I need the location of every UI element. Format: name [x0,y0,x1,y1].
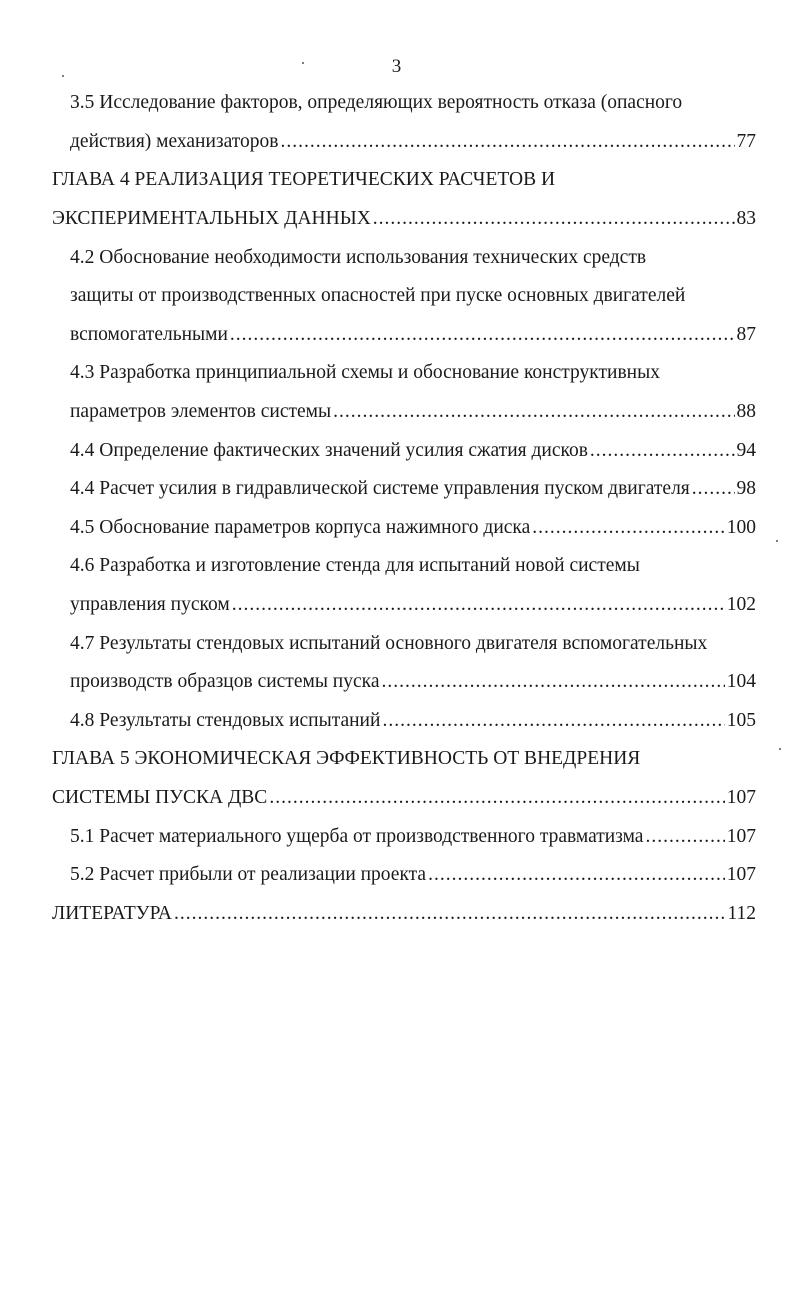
toc-entry[interactable] [52,509,756,548]
toc-entry-title: действия) механизаторов [70,130,279,152]
toc-entry-title: производств образцов системы пуска [70,671,380,693]
toc-entry-line: 3.5 Исследование факторов, определяющих вероятность отказа (опасного [70,92,683,114]
toc-page-number: 104 [726,671,756,693]
toc-entry[interactable] [52,470,756,509]
scan-speck [62,75,64,77]
dot-leader [174,903,725,925]
dot-leader [232,594,725,616]
dot-leader [269,787,724,809]
toc-entry[interactable] [52,123,756,162]
dot-leader [281,131,735,153]
toc-entry-title: 4.5 Обоснование параметров корпуса нажимного диска [70,516,531,538]
toc-entry-title: СИСТЕМЫ ПУСКА ДВС [52,786,268,808]
toc-entry[interactable] [52,663,756,702]
toc-entry[interactable] [52,200,756,239]
dot-leader [333,401,734,423]
dot-leader [373,208,735,230]
dot-leader [381,671,724,693]
toc-page-number: 83 [736,208,756,230]
page-number: 3 [391,56,402,77]
toc-entry[interactable] [52,431,756,470]
toc-entry[interactable] [52,316,756,355]
toc-entry-line: ГЛАВА 4 РЕАЛИЗАЦИЯ ТЕОРЕТИЧЕСКИХ РАСЧЕТОВ И [52,169,556,191]
toc-entry-line: 4.7 Результаты стендовых испытаний основного двигателя вспомогательных [70,632,708,654]
scan-speck [302,62,304,64]
scan-speck [779,748,781,750]
toc-page-number: 94 [736,439,756,461]
toc-entry[interactable] [52,702,756,741]
toc-page-number: 107 [726,786,756,808]
toc-page-number: 107 [726,825,756,847]
toc-page-number: 102 [726,594,756,616]
toc-entry-title: 5.2 Расчет прибыли от реализации проекта [70,864,427,886]
toc-page-number: 112 [727,902,756,924]
toc-page-number: 105 [726,709,756,731]
toc-entry-title: параметров элементов системы [70,401,332,423]
toc-entry[interactable] [52,894,756,933]
dot-leader [230,324,735,346]
toc-entry-line: 4.6 Разработка и изготовление стенда для испытаний новой системы [70,555,640,577]
toc-entry[interactable] [52,779,756,818]
dot-leader [645,826,724,848]
scan-speck [776,540,778,542]
toc-entry-line: 4.3 Разработка принципиальной схемы и обоснование конструктивных [70,362,660,384]
dot-leader [590,440,735,462]
toc-entry-line: ГЛАВА 5 ЭКОНОМИЧЕСКАЯ ЭФФЕКТИВНОСТЬ ОТ ВНЕДРЕНИЯ [52,748,641,770]
toc-entry-line: защиты от производственных опасностей при пуске основных двигателей [70,285,686,307]
toc-entry-line: 4.2 Обоснование необходимости использования технических средств [70,246,647,268]
toc-entry-title: ЭКСПЕРИМЕНТАЛЬНЫХ ДАННЫХ [52,208,371,230]
dot-leader [382,710,724,732]
toc-entry-title: 5.1 Расчет материального ущерба от производственного травматизма [70,825,644,847]
table-of-contents [52,84,756,933]
toc-page-number: 98 [736,478,756,500]
dot-leader [428,864,725,886]
toc-entry[interactable] [52,393,756,432]
toc-entry[interactable] [52,856,756,895]
toc-entry-title: 4.4 Расчет усилия в гидравлической системе управления пуском двигателя [70,478,690,500]
toc-page-number: 107 [726,864,756,886]
toc-page-number: 87 [736,323,756,345]
toc-page-number: 77 [736,130,756,152]
toc-entry-title: 4.8 Результаты стендовых испытаний [70,709,381,731]
toc-entry-title: ЛИТЕРАТУРА [52,902,172,924]
dot-leader [532,517,724,539]
toc-page-number: 88 [736,401,756,423]
toc-entry-title: 4.4 Определение фактических значений усилия сжатия дисков [70,439,588,461]
toc-entry-title: вспомогательными [70,323,228,345]
toc-entry-title: управления пуском [70,594,230,616]
toc-entry[interactable] [52,817,756,856]
dot-leader [692,478,735,500]
toc-entry[interactable] [52,586,756,625]
toc-page-number: 100 [726,516,756,538]
